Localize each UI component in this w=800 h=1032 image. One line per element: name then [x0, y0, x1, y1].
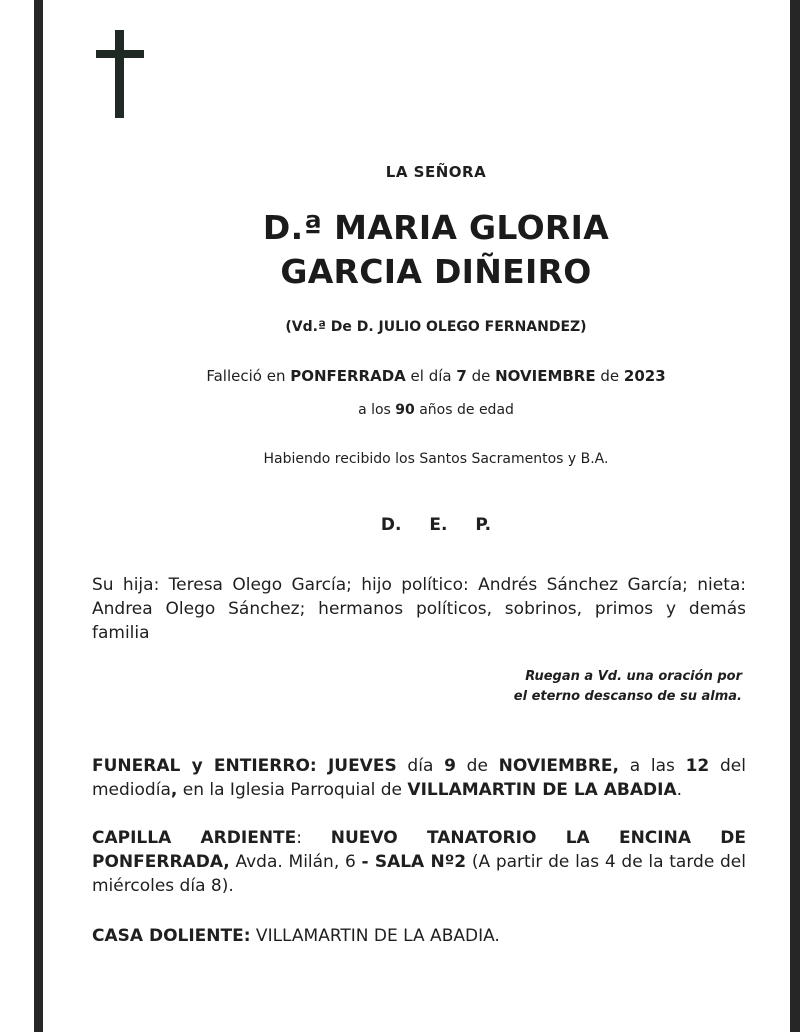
left-border — [34, 0, 43, 1032]
name-line-1: D.ª MARIA GLORIA — [262, 208, 610, 247]
prayer-request: Ruegan a Vd. una oración por el eterno descanso de su alma. — [513, 669, 742, 704]
widow-of: (Vd.ª De D. JULIO OLEGO FERNANDEZ) — [285, 319, 587, 335]
age-line: a los 90 años de edad — [358, 402, 514, 418]
right-border — [790, 0, 800, 1032]
dep-initials: D. E. P. — [380, 515, 492, 535]
sacraments-line: Habiendo recibido los Santos Sacramentos y B.A. — [263, 451, 609, 467]
family-list: Su hija: Teresa Olego García; hijo político: Andrés Sánchez García; nieta: Andrea Olego Sánchez; hermanos políticos, sobrinos, primos y demás familia — [92, 575, 746, 643]
name-line-2: GARCIA DIÑEIRO — [280, 252, 592, 291]
chapel-info: CAPILLA ARDIENTE: NUEVO TANATORIO LA ENCINA DE PONFERRADA, Avda. Milán, 6 - SALA Nº2 (A partir de las 4 de la tarde del miércoles día 8). — [92, 828, 747, 896]
home-info: CASA DOLIENTE: VILLAMARTIN DE LA ABADIA. — [92, 926, 500, 946]
deceased-name — [86, 206, 786, 294]
death-details: Falleció en PONFERRADA el día 7 de NOVIEMBRE de 2023 — [206, 367, 666, 385]
title-la-senora: LA SEÑORA — [385, 163, 487, 181]
funeral-info: FUNERAL y ENTIERRO: JUEVES día 9 de NOVIEMBRE, a las 12 del mediodía, en la Iglesia Parroquial de VILLAMARTIN DE LA ABADIA. — [92, 756, 746, 800]
latin-cross-icon — [96, 30, 144, 118]
